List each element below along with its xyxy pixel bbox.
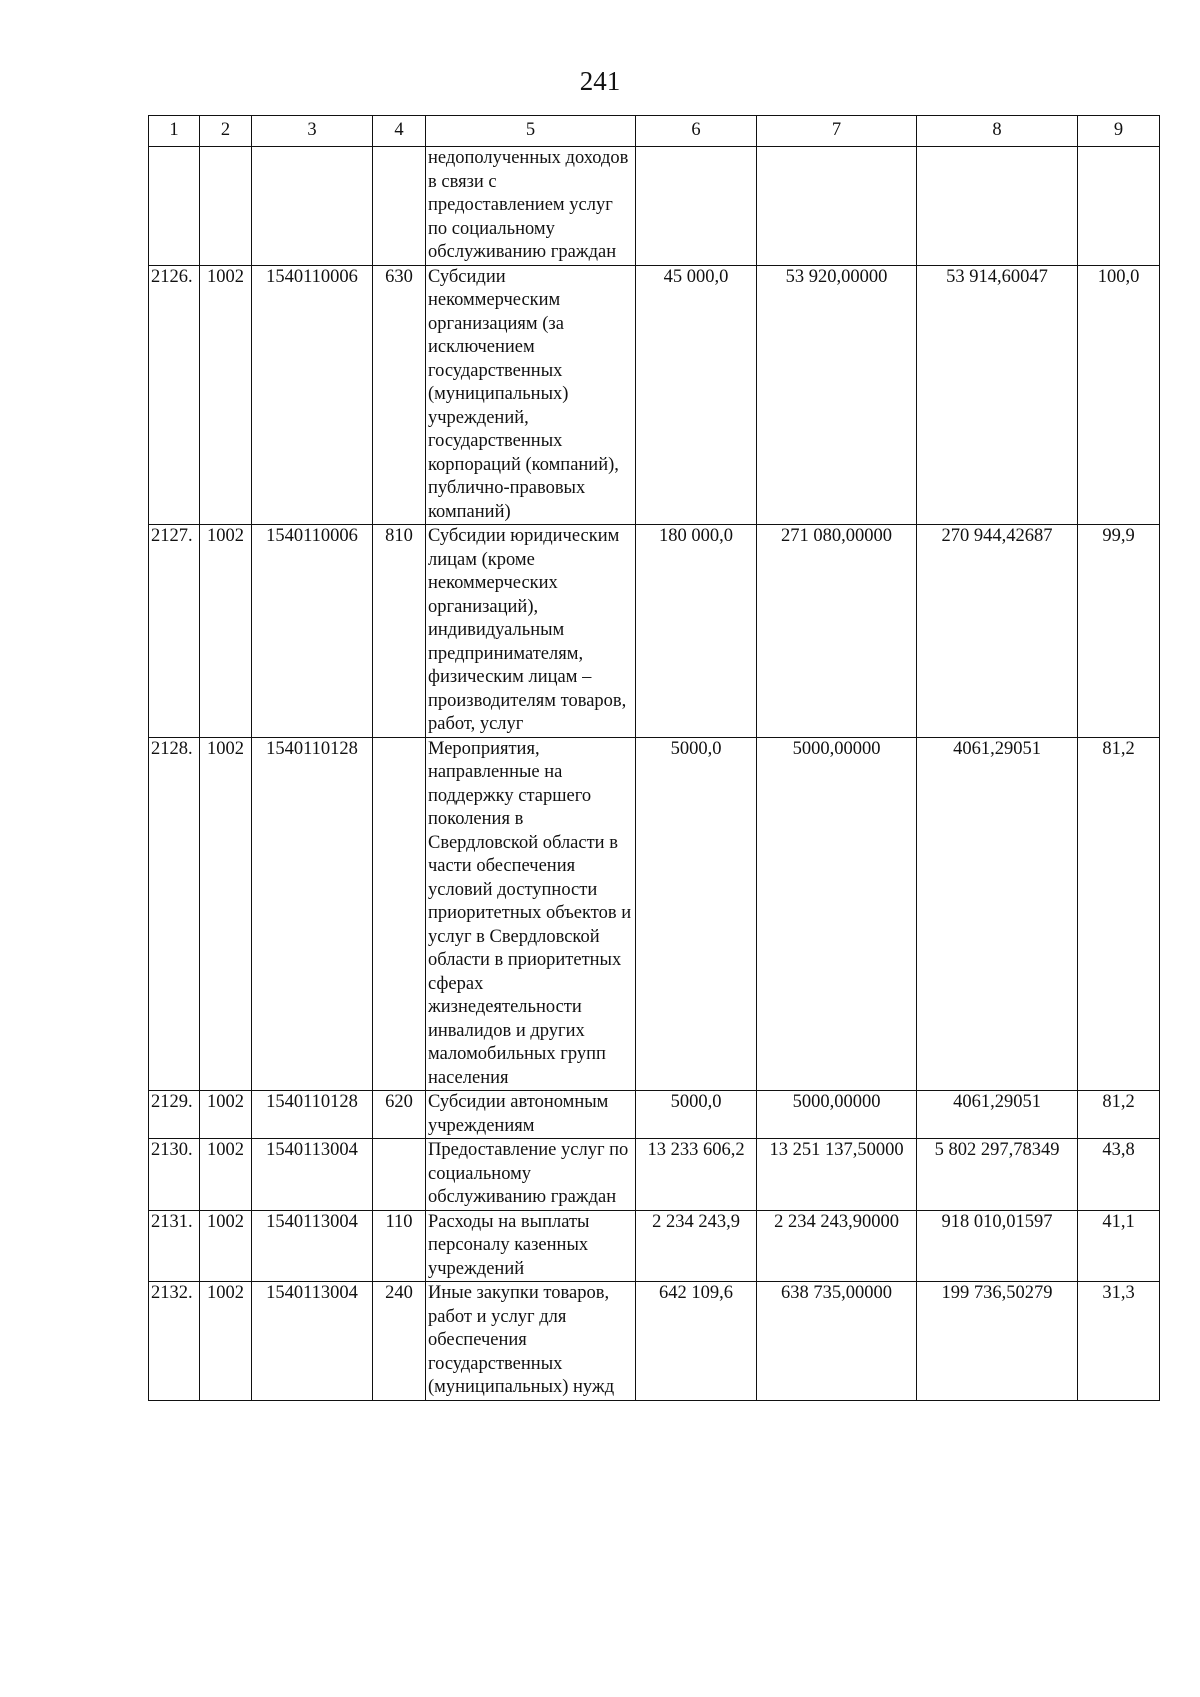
header-col-6: 6 bbox=[636, 116, 757, 147]
section-code: 1002 bbox=[200, 1091, 252, 1139]
expense-type-code bbox=[373, 737, 426, 1091]
row-number: 2127. bbox=[149, 525, 200, 738]
expense-type-code: 240 bbox=[373, 1282, 426, 1401]
percent-col-9: 41,1 bbox=[1078, 1210, 1160, 1282]
header-col-4: 4 bbox=[373, 116, 426, 147]
item-name: недополученных доходов в связи с предоставлением услуг по социальному обслуживанию граждан bbox=[426, 147, 636, 266]
header-col-9: 9 bbox=[1078, 116, 1160, 147]
amount-col-7: 5000,00000 bbox=[757, 1091, 917, 1139]
amount-col-7: 53 920,00000 bbox=[757, 265, 917, 525]
target-code: 1540110128 bbox=[252, 737, 373, 1091]
amount-col-6: 13 233 606,2 bbox=[636, 1139, 757, 1211]
amount-col-7: 638 735,00000 bbox=[757, 1282, 917, 1401]
table-row bbox=[149, 1210, 1160, 1282]
amount-col-6: 45 000,0 bbox=[636, 265, 757, 525]
item-name: Иные закупки товаров, работ и услуг для обеспечения государственных (муниципальных) нужд bbox=[426, 1282, 636, 1401]
item-name: Предоставление услуг по социальному обслуживанию граждан bbox=[426, 1139, 636, 1211]
budget-table bbox=[148, 115, 1160, 1401]
amount-col-8: 199 736,50279 bbox=[917, 1282, 1078, 1401]
table-row bbox=[149, 147, 1160, 266]
percent-col-9 bbox=[1078, 147, 1160, 266]
amount-col-8: 918 010,01597 bbox=[917, 1210, 1078, 1282]
section-code: 1002 bbox=[200, 265, 252, 525]
item-name: Мероприятия, направленные на поддержку старшего поколения в Свердловской области в части обеспечения условий доступности приоритетных объектов и услуг в Свердловской области в приоритетных сферах жизнедеятельности инвалидов и других маломобильных групп населения bbox=[426, 737, 636, 1091]
target-code bbox=[252, 147, 373, 266]
amount-col-7: 13 251 137,50000 bbox=[757, 1139, 917, 1211]
header-col-8: 8 bbox=[917, 116, 1078, 147]
amount-col-6: 642 109,6 bbox=[636, 1282, 757, 1401]
table-row bbox=[149, 1282, 1160, 1401]
row-number: 2126. bbox=[149, 265, 200, 525]
percent-col-9: 43,8 bbox=[1078, 1139, 1160, 1211]
amount-col-6: 5000,0 bbox=[636, 1091, 757, 1139]
section-code: 1002 bbox=[200, 1282, 252, 1401]
amount-col-8: 4061,29051 bbox=[917, 737, 1078, 1091]
percent-col-9: 81,2 bbox=[1078, 737, 1160, 1091]
percent-col-9: 99,9 bbox=[1078, 525, 1160, 738]
percent-col-9: 31,3 bbox=[1078, 1282, 1160, 1401]
header-col-3: 3 bbox=[252, 116, 373, 147]
header-col-5: 5 bbox=[426, 116, 636, 147]
percent-col-9: 81,2 bbox=[1078, 1091, 1160, 1139]
row-number: 2131. bbox=[149, 1210, 200, 1282]
row-number: 2130. bbox=[149, 1139, 200, 1211]
section-code: 1002 bbox=[200, 1139, 252, 1211]
header-row bbox=[149, 116, 1160, 147]
target-code: 1540110128 bbox=[252, 1091, 373, 1139]
table-row bbox=[149, 1139, 1160, 1211]
target-code: 1540113004 bbox=[252, 1210, 373, 1282]
table-row bbox=[149, 265, 1160, 525]
header-col-2: 2 bbox=[200, 116, 252, 147]
expense-type-code: 810 bbox=[373, 525, 426, 738]
page-number: 241 bbox=[579, 66, 621, 96]
amount-col-6: 2 234 243,9 bbox=[636, 1210, 757, 1282]
row-number: 2128. bbox=[149, 737, 200, 1091]
target-code: 1540110006 bbox=[252, 265, 373, 525]
amount-col-7 bbox=[757, 147, 917, 266]
section-code: 1002 bbox=[200, 525, 252, 738]
item-name: Расходы на выплаты персоналу казенных учреждений bbox=[426, 1210, 636, 1282]
target-code: 1540110006 bbox=[252, 525, 373, 738]
amount-col-6: 5000,0 bbox=[636, 737, 757, 1091]
amount-col-7: 2 234 243,90000 bbox=[757, 1210, 917, 1282]
row-number bbox=[149, 147, 200, 266]
amount-col-8 bbox=[917, 147, 1078, 266]
amount-col-7: 271 080,00000 bbox=[757, 525, 917, 738]
expense-type-code bbox=[373, 147, 426, 266]
amount-col-8: 5 802 297,78349 bbox=[917, 1139, 1078, 1211]
item-name: Субсидии юридическим лицам (кроме некоммерческих организаций), индивидуальным предпринимателям, физическим лицам – производителям товаров, работ, услуг bbox=[426, 525, 636, 738]
section-code: 1002 bbox=[200, 737, 252, 1091]
amount-col-6 bbox=[636, 147, 757, 266]
header-col-1: 1 bbox=[149, 116, 200, 147]
table-row bbox=[149, 737, 1160, 1091]
table-row bbox=[149, 1091, 1160, 1139]
amount-col-8: 53 914,60047 bbox=[917, 265, 1078, 525]
expense-type-code bbox=[373, 1139, 426, 1211]
item-name: Субсидии некоммерческим организациям (за исключением государственных (муниципальных) учреждений, государственных корпораций (компаний), публично-правовых компаний) bbox=[426, 265, 636, 525]
table-row bbox=[149, 525, 1160, 738]
amount-col-8: 4061,29051 bbox=[917, 1091, 1078, 1139]
expense-type-code: 630 bbox=[373, 265, 426, 525]
expense-type-code: 110 bbox=[373, 1210, 426, 1282]
target-code: 1540113004 bbox=[252, 1282, 373, 1401]
expense-type-code: 620 bbox=[373, 1091, 426, 1139]
percent-col-9: 100,0 bbox=[1078, 265, 1160, 525]
amount-col-7: 5000,00000 bbox=[757, 737, 917, 1091]
item-name: Субсидии автономным учреждениям bbox=[426, 1091, 636, 1139]
amount-col-6: 180 000,0 bbox=[636, 525, 757, 738]
row-number: 2132. bbox=[149, 1282, 200, 1401]
section-code bbox=[200, 147, 252, 266]
header-col-7: 7 bbox=[757, 116, 917, 147]
target-code: 1540113004 bbox=[252, 1139, 373, 1211]
section-code: 1002 bbox=[200, 1210, 252, 1282]
row-number: 2129. bbox=[149, 1091, 200, 1139]
amount-col-8: 270 944,42687 bbox=[917, 525, 1078, 738]
